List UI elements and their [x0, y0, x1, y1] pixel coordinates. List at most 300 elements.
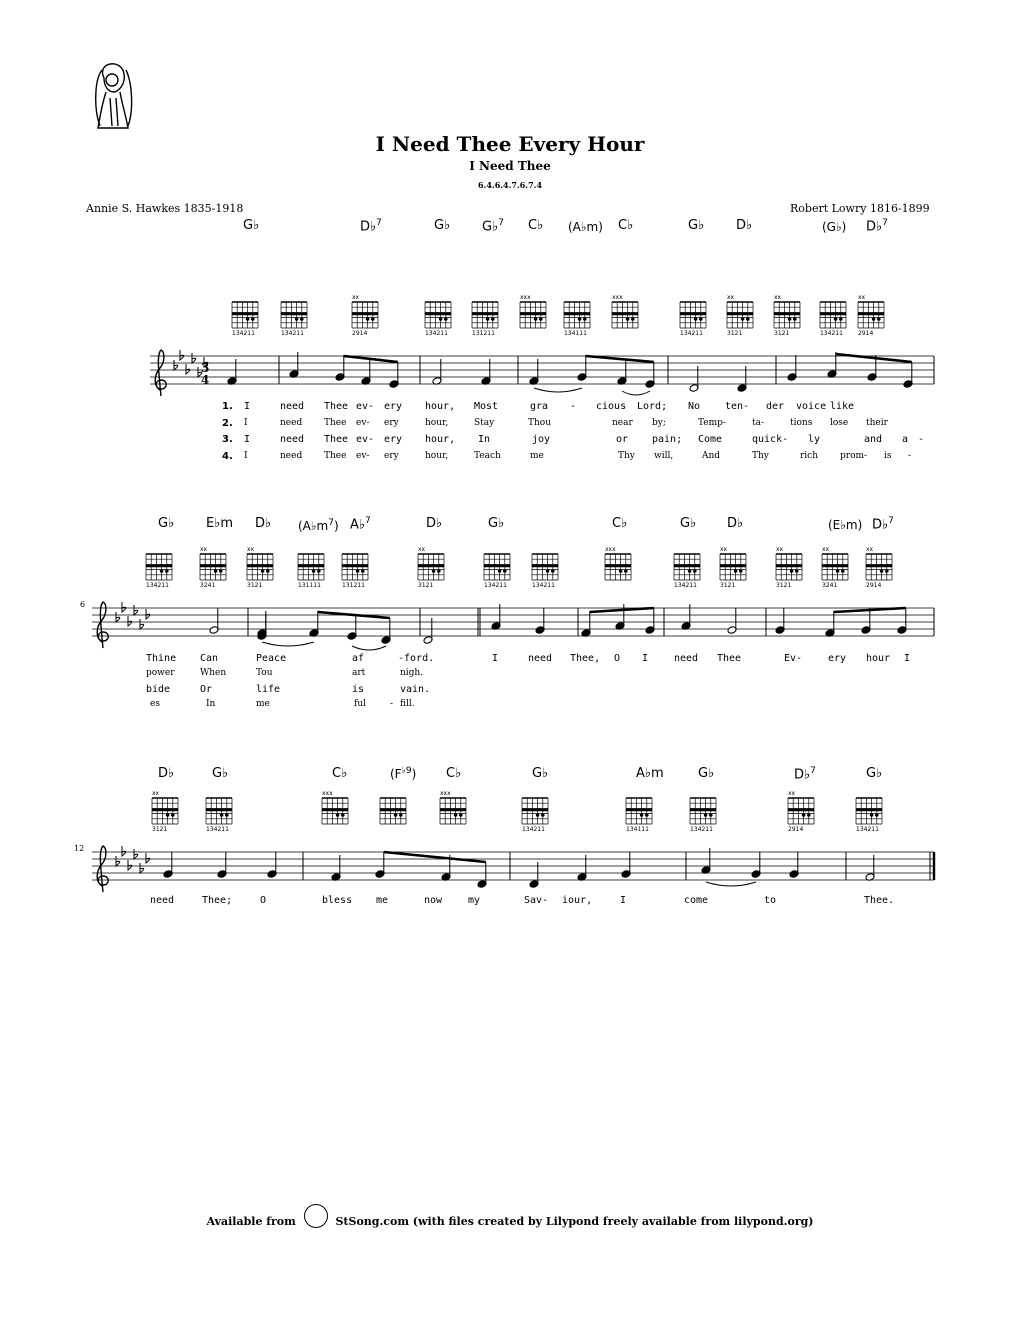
- lyric-syllable: af: [352, 653, 365, 664]
- slur: [262, 642, 314, 646]
- lyric-syllable: I: [244, 418, 248, 428]
- fingering-label: 131211: [342, 582, 365, 589]
- chord-symbol: C♭: [446, 766, 462, 781]
- finger-dot: [317, 569, 321, 573]
- finger-dot: [619, 569, 623, 573]
- finger-dot: [645, 813, 649, 817]
- chord-symbol: (A♭m): [568, 220, 603, 234]
- note-beam: [586, 356, 654, 362]
- lyric-syllable: And: [702, 451, 721, 461]
- flat-icon: [116, 612, 120, 622]
- fingering-label: 134211: [522, 826, 545, 833]
- finger-dot: [551, 569, 555, 573]
- finger-dot: [739, 569, 743, 573]
- fingering-label: 134111: [626, 826, 649, 833]
- flat-icon: [140, 863, 144, 873]
- fingering-label: 134211: [690, 826, 713, 833]
- fingering-label: 3121: [727, 330, 743, 337]
- muted-strings: xx: [152, 790, 160, 797]
- lyric-syllable: a: [902, 434, 909, 445]
- slur: [622, 391, 650, 395]
- lyric-syllable: me: [530, 451, 544, 461]
- lyric-syllable: -: [390, 699, 394, 709]
- chord-symbol: D♭: [426, 516, 443, 531]
- finger-dot: [541, 813, 545, 817]
- lyric-syllable: quick-: [752, 434, 789, 445]
- finger-dot: [834, 317, 838, 321]
- lyric-syllable: and: [864, 434, 883, 445]
- lyric-syllable: Or: [200, 684, 213, 695]
- chord-symbol: G♭: [688, 218, 705, 233]
- lyric-syllable: -: [908, 451, 912, 461]
- lyric-syllable: ery: [384, 434, 403, 445]
- finger-dot: [578, 317, 582, 321]
- lyric-syllable: In: [206, 699, 216, 709]
- lyric-syllable: life: [256, 684, 281, 695]
- lyric-syllable: hour,: [425, 418, 449, 428]
- finger-dot: [536, 813, 540, 817]
- finger-dot: [807, 813, 811, 817]
- verse-number: 2.: [222, 418, 233, 429]
- finger-dot: [539, 317, 543, 321]
- lyric-syllable: Can: [200, 653, 219, 664]
- flat-icon: [140, 619, 144, 629]
- note-beam: [384, 852, 486, 862]
- finger-dot: [704, 813, 708, 817]
- finger-dot: [214, 569, 218, 573]
- lyric-syllable: Most: [474, 401, 499, 412]
- finger-dot: [312, 569, 316, 573]
- muted-strings: xx: [776, 546, 784, 553]
- fingering-label: 131211: [472, 330, 495, 337]
- finger-dot: [300, 317, 304, 321]
- lyric-syllable: Tou: [256, 668, 273, 678]
- lyric-syllable: I: [244, 434, 251, 445]
- flat-icon: [122, 602, 126, 612]
- lyric-syllable: ev-: [356, 401, 375, 412]
- lyric-syllable: Ev-: [784, 653, 803, 664]
- finger-dot: [399, 813, 403, 817]
- treble-clef-icon: [97, 846, 108, 892]
- finger-dot: [885, 569, 889, 573]
- muted-strings: xx: [727, 294, 735, 301]
- lyric-syllable: joy: [532, 434, 551, 445]
- treble-clef-icon: [155, 350, 166, 396]
- flat-icon: [128, 860, 132, 870]
- finger-dot: [880, 569, 884, 573]
- lyric-syllable: pain;: [652, 434, 683, 445]
- finger-dot: [166, 813, 170, 817]
- chord-symbol: C♭: [618, 218, 634, 233]
- chord-symbol: G♭: [243, 218, 260, 233]
- slur: [706, 882, 756, 886]
- verse-number: 3.: [222, 434, 233, 445]
- finger-dot: [802, 813, 806, 817]
- lyric-syllable: ev-: [356, 451, 370, 461]
- chord-symbol: G♭: [532, 766, 549, 781]
- lyric-syllable: I: [244, 451, 248, 461]
- finger-dot: [295, 317, 299, 321]
- lyric-syllable: I: [642, 653, 649, 664]
- finger-dot: [870, 813, 874, 817]
- lyric-syllable: need: [280, 418, 303, 428]
- fingering-label: 3241: [200, 582, 216, 589]
- composer-credit: Robert Lowry 1816-1899: [790, 202, 930, 215]
- chord-symbol: D♭: [255, 516, 272, 531]
- chord-symbol: G♭: [212, 766, 229, 781]
- fingering-label: 2914: [788, 826, 804, 833]
- finger-dot: [788, 317, 792, 321]
- lyric-syllable: ery: [828, 653, 847, 664]
- lyric-syllable: or: [616, 434, 629, 445]
- finger-dot: [583, 317, 587, 321]
- lyric-syllable: When: [200, 668, 227, 678]
- lyric-syllable: prom-: [840, 451, 868, 461]
- chord-symbol: G♭: [680, 516, 697, 531]
- lyric-syllable: now: [424, 895, 443, 906]
- fingering-label: 134211: [281, 330, 304, 337]
- lyric-syllable: fill.: [400, 699, 415, 709]
- lyric-syllable: voice: [796, 401, 827, 412]
- chord-symbol: G♭: [488, 516, 505, 531]
- chord-symbol: C♭: [528, 218, 544, 233]
- finger-dot: [251, 317, 255, 321]
- finger-dot: [444, 317, 448, 321]
- lyric-syllable: ev-: [356, 434, 375, 445]
- lyric-syllable: need: [528, 653, 553, 664]
- measure-number: 6: [80, 600, 86, 609]
- muted-strings: xx: [720, 546, 728, 553]
- lyric-syllable: Thee: [324, 434, 349, 445]
- finger-dot: [872, 317, 876, 321]
- finger-dot: [709, 813, 713, 817]
- lyric-syllable: my: [468, 895, 481, 906]
- lyric-syllable: Lord;: [637, 401, 668, 412]
- chord-symbol: $(A♭m^7)$: [298, 518, 339, 533]
- verse-number: 1.: [222, 401, 233, 412]
- lyric-syllable: need: [150, 895, 175, 906]
- flat-icon: [134, 849, 138, 859]
- fingering-label: 134211: [820, 330, 843, 337]
- chord-symbol: D♭$^7$: [872, 516, 894, 533]
- finger-dot: [261, 569, 265, 573]
- lyric-syllable: -: [570, 401, 577, 412]
- lyric-syllable: ev-: [356, 418, 370, 428]
- finger-dot: [486, 317, 490, 321]
- lyric-syllable: hour,: [425, 451, 449, 461]
- finger-dot: [439, 317, 443, 321]
- slur: [534, 388, 582, 392]
- finger-dot: [356, 569, 360, 573]
- finger-dot: [688, 569, 692, 573]
- lyric-syllable: ta-: [752, 418, 765, 428]
- fingering-label: 3121: [776, 582, 792, 589]
- lyric-syllable: art: [352, 668, 366, 678]
- finger-dot: [841, 569, 845, 573]
- finger-dot: [225, 813, 229, 817]
- chord-symbol: D♭: [727, 516, 744, 531]
- treble-clef-icon: [97, 602, 108, 648]
- fingering-label: 134211: [146, 582, 169, 589]
- fingering-label: 2914: [352, 330, 368, 337]
- finger-dot: [171, 813, 175, 817]
- finger-dot: [498, 569, 502, 573]
- flat-icon: [128, 616, 132, 626]
- hymn-meter: 6.4.6.4.7.6.7.4: [477, 180, 543, 190]
- muted-strings: xxx: [605, 546, 616, 553]
- lyric-syllable: Thee: [324, 451, 347, 461]
- finger-dot: [877, 317, 881, 321]
- lyric-syllable: Thee: [324, 401, 349, 412]
- finger-dot: [371, 317, 375, 321]
- finger-dot: [836, 569, 840, 573]
- finger-dot: [839, 317, 843, 321]
- flat-icon: [174, 360, 178, 370]
- fingering-label: 3121: [774, 330, 790, 337]
- chord-symbol: D♭: [736, 218, 753, 233]
- lyric-syllable: der: [766, 401, 785, 412]
- lyric-syllable: need: [280, 434, 305, 445]
- chord-symbol: G♭: [866, 766, 883, 781]
- lyric-syllable: ery: [384, 401, 403, 412]
- lyric-syllable: ly: [808, 434, 821, 445]
- finger-dot: [699, 317, 703, 321]
- finger-dot: [534, 317, 538, 321]
- lyric-syllable: iour,: [562, 895, 593, 906]
- finger-dot: [795, 569, 799, 573]
- fingering-label: 134211: [484, 582, 507, 589]
- lyric-syllable: Teach: [474, 451, 501, 461]
- lyric-syllable: rich: [800, 451, 819, 461]
- fingering-label: 134211: [532, 582, 555, 589]
- chord-symbol: (E♭m): [828, 518, 863, 532]
- fingering-label: 134211: [856, 826, 879, 833]
- finger-dot: [341, 813, 345, 817]
- footer-credit: [0, 1210, 1020, 1234]
- lyric-syllable: hour,: [425, 401, 456, 412]
- lyric-syllable: -: [918, 434, 925, 445]
- fingering-label: 134211: [206, 826, 229, 833]
- chord-symbol: D♭: [158, 766, 175, 781]
- flat-icon: [146, 609, 150, 619]
- finger-dot: [694, 317, 698, 321]
- lyric-syllable: Thee;: [202, 895, 233, 906]
- finger-dot: [219, 569, 223, 573]
- song-title: I Need Thee Every Hour: [375, 132, 645, 156]
- finger-dot: [734, 569, 738, 573]
- finger-dot: [437, 569, 441, 573]
- note-beam: [836, 354, 912, 362]
- fingering-label: 3121: [418, 582, 434, 589]
- fingering-label: 3121: [247, 582, 263, 589]
- flat-icon: [192, 353, 196, 363]
- lyric-syllable: their: [866, 418, 888, 428]
- finger-dot: [266, 569, 270, 573]
- lyric-syllable: es: [150, 699, 160, 709]
- fingering-label: 134211: [680, 330, 703, 337]
- muted-strings: xxx: [612, 294, 623, 301]
- lyric-syllable: Come: [698, 434, 723, 445]
- lyric-syllable: Thine: [146, 653, 177, 664]
- lyric-syllable: hour,: [425, 434, 456, 445]
- finger-dot: [394, 813, 398, 817]
- fingering-label: 3241: [822, 582, 838, 589]
- lyric-syllable: vain.: [400, 684, 431, 695]
- finger-dot: [631, 317, 635, 321]
- muted-strings: xxx: [440, 790, 451, 797]
- lyric-syllable: like: [830, 401, 855, 412]
- stsong-logo-icon: [304, 1204, 328, 1228]
- note-beam: [590, 608, 654, 612]
- slur: [352, 646, 386, 650]
- muted-strings: xx: [866, 546, 874, 553]
- chord-symbol: G♭: [434, 218, 451, 233]
- lyric-syllable: No: [688, 401, 701, 412]
- lyric-syllable: near: [612, 418, 633, 428]
- finger-dot: [626, 317, 630, 321]
- time-signature: 3: [201, 361, 210, 375]
- lyric-syllable: Thee: [324, 418, 347, 428]
- lyric-syllable: me: [256, 699, 270, 709]
- footer-text: StSong.com (with files created by Lilypond freely available from lilypond.org): [335, 1215, 814, 1228]
- fingering-label: 134211: [232, 330, 255, 337]
- finger-dot: [361, 569, 365, 573]
- lyric-syllable: I: [904, 653, 911, 664]
- finger-dot: [546, 569, 550, 573]
- lyric-syllable: Sav-: [524, 895, 549, 906]
- muted-strings: xx: [858, 294, 866, 301]
- muted-strings: xxx: [322, 790, 333, 797]
- lyric-syllable: Thee,: [570, 653, 601, 664]
- finger-dot: [746, 317, 750, 321]
- lyric-syllable: O: [614, 653, 621, 664]
- lyric-syllable: come: [684, 895, 709, 906]
- fingering-label: 131111: [298, 582, 321, 589]
- muted-strings: xx: [200, 546, 208, 553]
- verse-number: 4.: [222, 451, 233, 462]
- muted-strings: xx: [352, 294, 360, 301]
- lyric-syllable: Thee.: [864, 895, 895, 906]
- fingering-label: 2914: [866, 582, 882, 589]
- lyric-syllable: ery: [384, 451, 399, 461]
- chord-symbol: C♭: [332, 766, 348, 781]
- lyric-syllable: Temp-: [698, 418, 726, 428]
- finger-dot: [246, 317, 250, 321]
- finger-dot: [741, 317, 745, 321]
- lyric-syllable: is: [352, 684, 365, 695]
- lyric-syllable: O: [260, 895, 267, 906]
- lyric-syllable: will,: [654, 451, 674, 461]
- chord-symbol: A♭$^7$: [350, 516, 371, 533]
- lyric-syllable: need: [280, 451, 303, 461]
- finger-dot: [790, 569, 794, 573]
- lyric-syllable: bide: [146, 684, 171, 695]
- finger-dot: [503, 569, 507, 573]
- lyric-syllable: ten-: [725, 401, 750, 412]
- chord-symbol: G♭: [698, 766, 715, 781]
- muted-strings: xxx: [520, 294, 531, 301]
- fingering-label: 3121: [152, 826, 168, 833]
- fingering-label: 134211: [674, 582, 697, 589]
- lyric-syllable: ful: [354, 699, 367, 709]
- flat-icon: [116, 856, 120, 866]
- lyric-syllable: hour: [866, 653, 891, 664]
- lyric-syllable: I: [492, 653, 499, 664]
- chord-symbol: D♭$^7$: [360, 218, 382, 235]
- finger-dot: [366, 317, 370, 321]
- finger-dot: [640, 813, 644, 817]
- finger-dot: [336, 813, 340, 817]
- finger-dot: [793, 317, 797, 321]
- finger-dot: [875, 813, 879, 817]
- fingering-label: 134211: [425, 330, 448, 337]
- finger-dot: [624, 569, 628, 573]
- lyric-syllable: ery: [384, 418, 399, 428]
- lyric-syllable: -ford.: [398, 653, 435, 664]
- lyric-syllable: Stay: [474, 418, 495, 428]
- flat-icon: [146, 853, 150, 863]
- chord-symbol: D♭$^7$: [794, 766, 816, 783]
- chord-symbol: E♭m: [206, 516, 234, 531]
- chord-symbol: G♭: [158, 516, 175, 531]
- lyric-syllable: by;: [652, 418, 666, 428]
- chord-symbol: A♭m: [636, 766, 664, 781]
- lyric-syllable: me: [376, 895, 389, 906]
- flat-icon: [134, 605, 138, 615]
- lyric-syllable: I: [620, 895, 627, 906]
- footer-prefix: Available from: [206, 1215, 296, 1228]
- lyric-syllable: to: [764, 895, 777, 906]
- fingering-label: 134111: [564, 330, 587, 337]
- muted-strings: xx: [788, 790, 796, 797]
- lyric-syllable: nigh.: [400, 668, 424, 678]
- lyric-syllable: need: [280, 401, 305, 412]
- flat-icon: [180, 350, 184, 360]
- lyric-syllable: gra: [530, 401, 549, 412]
- lyric-syllable: In: [478, 434, 491, 445]
- lyric-syllable: Peace: [256, 653, 287, 664]
- finger-dot: [454, 813, 458, 817]
- lyric-syllable: I: [244, 401, 251, 412]
- lyric-syllable: power: [146, 668, 175, 678]
- flat-icon: [186, 364, 190, 374]
- chord-symbol: D♭$^7$: [866, 218, 888, 235]
- finger-dot: [160, 569, 164, 573]
- muted-strings: xx: [822, 546, 830, 553]
- flat-icon: [122, 846, 126, 856]
- chord-symbol: G♭$^7$: [482, 218, 504, 235]
- lyric-syllable: Thee: [717, 653, 742, 664]
- fingering-label: 2914: [858, 330, 874, 337]
- lyric-syllable: lose: [830, 418, 849, 428]
- lyric-syllable: Thou: [528, 418, 552, 428]
- song-subtitle: I Need Thee: [469, 159, 551, 173]
- poet-credit: Annie S. Hawkes 1835-1918: [86, 202, 244, 215]
- chord-symbol: $(F^{♭9})$: [390, 766, 417, 781]
- muted-strings: xx: [418, 546, 426, 553]
- lyric-syllable: cious: [596, 401, 627, 412]
- fingering-label: 3121: [720, 582, 736, 589]
- finger-dot: [459, 813, 463, 817]
- finger-dot: [220, 813, 224, 817]
- finger-dot: [693, 569, 697, 573]
- lyric-syllable: Thy: [752, 451, 769, 461]
- finger-dot: [165, 569, 169, 573]
- lyric-syllable: need: [674, 653, 699, 664]
- note-beam: [344, 356, 398, 362]
- muted-strings: xx: [774, 294, 782, 301]
- lyric-syllable: Thy: [618, 451, 635, 461]
